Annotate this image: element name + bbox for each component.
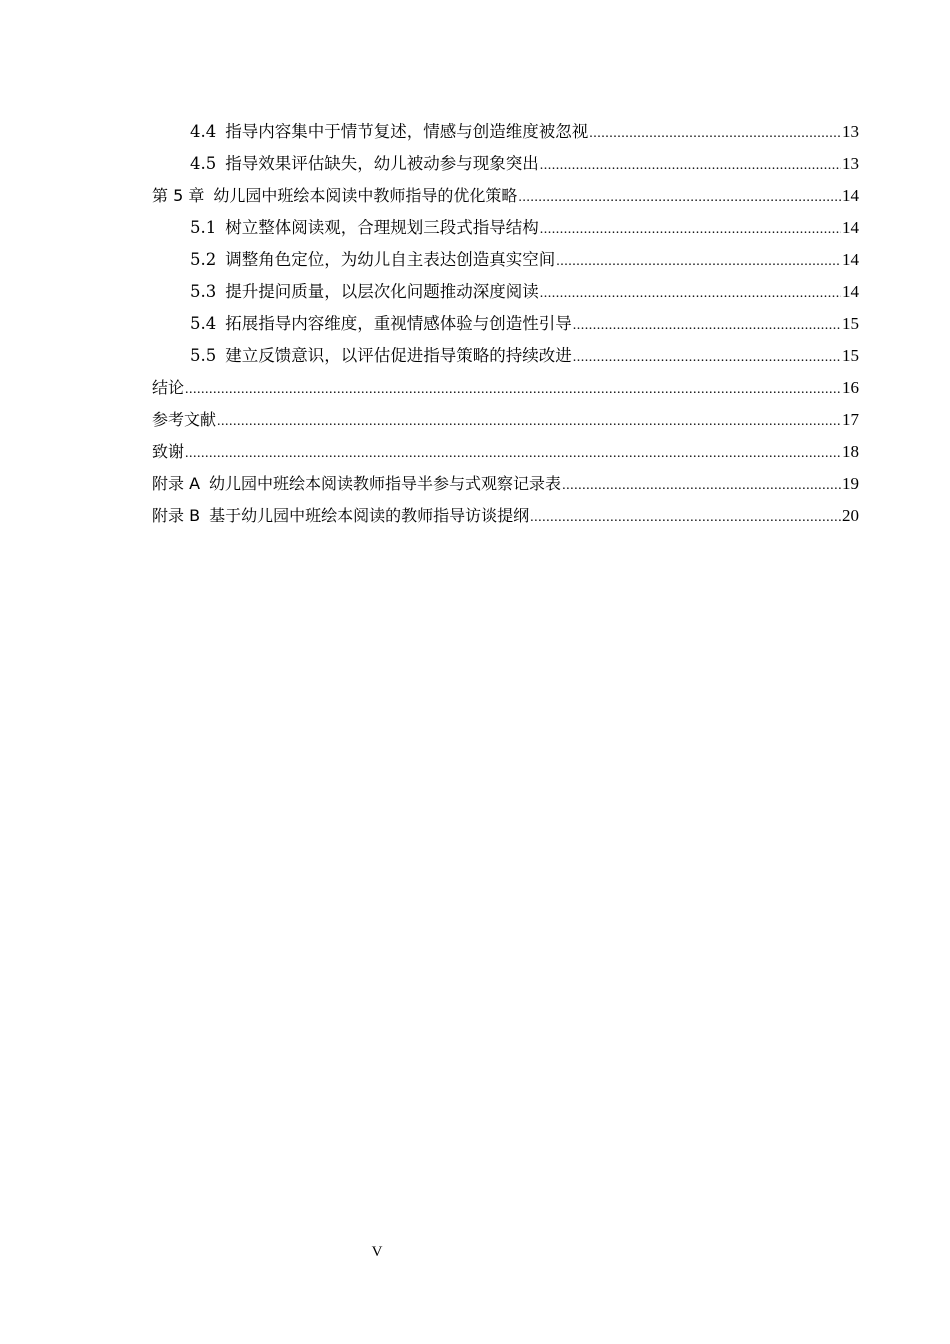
toc-leader-dots <box>540 278 841 310</box>
toc-entry-title <box>190 148 539 180</box>
toc-entry-5-3[interactable] <box>152 276 859 308</box>
toc-leader-dots <box>562 470 841 502</box>
toc-entry-page: 15 <box>842 346 859 365</box>
toc-entry-label: 致谢 <box>152 442 185 461</box>
toc-leader-dots <box>530 502 841 534</box>
toc-entry-number: 5.3 <box>190 282 217 301</box>
toc-leader-dots <box>540 214 841 246</box>
toc-entry-number: 第 5 章 <box>152 186 205 205</box>
toc-leader-dots <box>589 118 841 150</box>
toc-entry-page: 14 <box>842 186 859 205</box>
toc-leader-dots <box>518 182 841 214</box>
toc-entry-title <box>190 340 572 372</box>
toc-entry-title <box>190 212 539 244</box>
toc-entry-title <box>152 180 517 212</box>
toc-entry-title <box>152 500 529 532</box>
toc-entry-page: 14 <box>842 250 859 269</box>
toc-entry-number: 4.4 <box>190 122 217 141</box>
toc-entry-number: 附录 A <box>152 474 201 493</box>
toc-entry-number: 附录 B <box>152 506 201 525</box>
toc-entry-number: 4.5 <box>190 154 217 173</box>
toc-entry-page: 14 <box>842 218 859 237</box>
toc-leader-dots <box>185 374 841 406</box>
toc-entry-5-4[interactable] <box>152 308 859 340</box>
toc-entry-4-4[interactable] <box>152 116 859 148</box>
toc-entry-label: 参考文献 <box>152 410 217 429</box>
toc-entry-number: 5.4 <box>190 314 217 333</box>
toc-leader-dots <box>540 150 841 182</box>
toc-entry-label: 幼儿园中班绘本阅读教师指导半参与式观察记录表 <box>209 474 562 493</box>
toc-entry-title <box>190 308 572 340</box>
toc-entry-page: 13 <box>842 122 859 141</box>
toc-entry-page: 16 <box>842 378 859 397</box>
toc-entry-page: 13 <box>842 154 859 173</box>
toc-entry-label: 树立整体阅读观，合理规划三段式指导结构 <box>225 218 539 237</box>
toc-entry-label: 幼儿园中班绘本阅读中教师指导的优化策略 <box>213 186 518 205</box>
toc-entry-page: 19 <box>842 474 859 493</box>
toc-entry-5-1[interactable] <box>152 212 859 244</box>
toc-entry-label: 基于幼儿园中班绘本阅读的教师指导访谈提纲 <box>209 506 530 525</box>
toc-leader-dots <box>573 310 841 342</box>
toc-entry-page: 18 <box>842 442 859 461</box>
toc-entry-page: 20 <box>842 506 859 525</box>
toc-entry-label: 建立反馈意识，以评估促进指导策略的持续改进 <box>225 346 572 365</box>
toc-entry-title <box>190 244 555 276</box>
toc-entry-page: 17 <box>842 410 859 429</box>
toc-entry-title <box>152 468 561 500</box>
toc-entry-label: 指导效果评估缺失，幼儿被动参与现象突出 <box>225 154 539 173</box>
toc-entry-number: 5.5 <box>190 346 217 365</box>
toc-entry-number: 5.2 <box>190 250 217 269</box>
toc-entry-acknowledgements[interactable] <box>152 436 859 468</box>
toc-entry-label: 结论 <box>152 378 185 397</box>
table-of-contents <box>152 116 859 532</box>
toc-entry-label: 拓展指导内容维度，重视情感体验与创造性引导 <box>225 314 572 333</box>
toc-entry-4-5[interactable] <box>152 148 859 180</box>
toc-entry-appendix-b[interactable] <box>152 500 859 532</box>
toc-entry-title <box>190 116 588 148</box>
toc-entry-references[interactable] <box>152 404 859 436</box>
toc-entry-conclusion[interactable] <box>152 372 859 404</box>
toc-entry-5-2[interactable] <box>152 244 859 276</box>
toc-leader-dots <box>556 246 841 278</box>
toc-entry-number: 5.1 <box>190 218 217 237</box>
toc-entry-chapter-5[interactable] <box>152 180 859 212</box>
toc-entry-page: 14 <box>842 282 859 301</box>
toc-entry-label: 提升提问质量，以层次化问题推动深度阅读 <box>225 282 539 301</box>
toc-entry-label: 调整角色定位，为幼儿自主表达创造真实空间 <box>225 250 556 269</box>
toc-entry-label: 指导内容集中于情节复述，情感与创造维度被忽视 <box>225 122 589 141</box>
page-number: V <box>371 1244 383 1260</box>
toc-leader-dots <box>573 342 841 374</box>
toc-leader-dots <box>217 406 841 438</box>
toc-leader-dots <box>185 438 841 470</box>
toc-entry-5-5[interactable] <box>152 340 859 372</box>
toc-entry-title <box>190 276 539 308</box>
toc-entry-appendix-a[interactable] <box>152 468 859 500</box>
toc-entry-page: 15 <box>842 314 859 333</box>
